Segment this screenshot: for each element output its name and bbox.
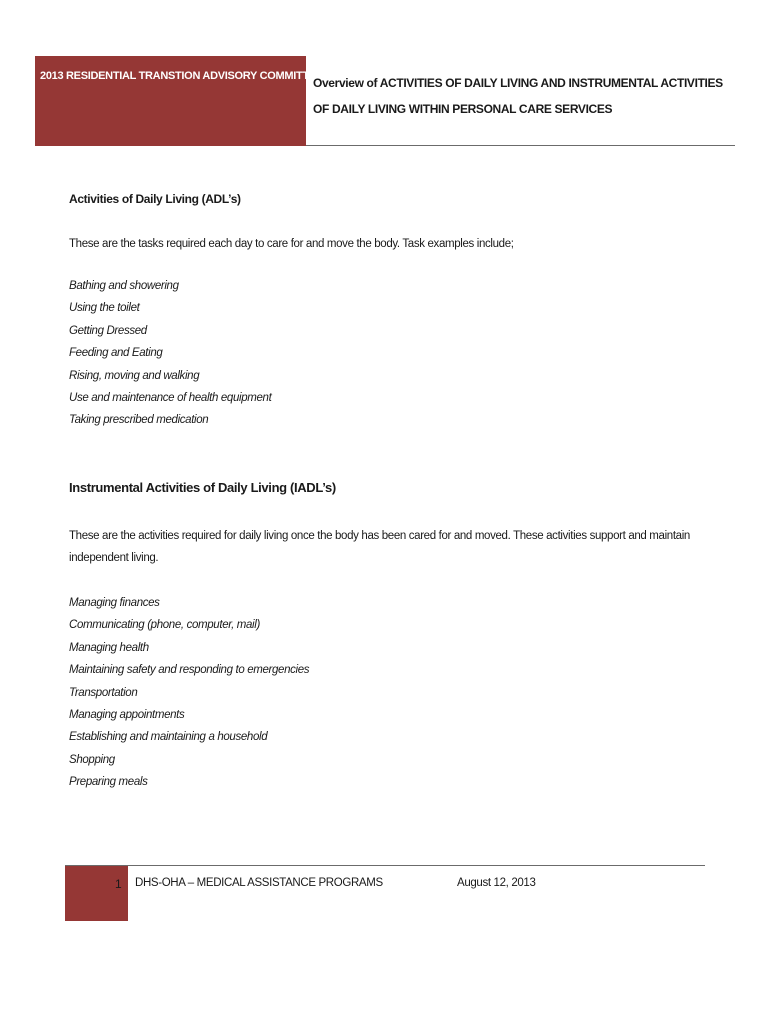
header-committee-banner xyxy=(35,56,323,146)
iadl-intro: These are the activities required for daily living once the body has been cared for and moved. These activities support and maintain independent living. xyxy=(69,530,690,564)
adl-heading: Activities of Daily Living (ADL’s) xyxy=(69,192,241,206)
footer-date: August 12, 2013 xyxy=(457,877,536,889)
footer-divider xyxy=(65,865,705,866)
list-item: Taking prescribed medication xyxy=(69,414,209,427)
header-divider xyxy=(306,145,735,146)
list-item: Managing finances xyxy=(69,597,160,609)
committee-name: 2013 RESIDENTIAL TRANSTION ADVISORY COMMITTEE xyxy=(40,70,323,82)
list-item: Maintaining safety and responding to emergencies xyxy=(69,664,310,677)
footer-organization: DHS-OHA – MEDICAL ASSISTANCE PROGRAMS xyxy=(135,877,383,889)
list-item: Preparing meals xyxy=(69,776,148,789)
page-number: 1 xyxy=(115,877,122,891)
list-item: Use and maintenance of health equipment xyxy=(69,392,272,405)
list-item: Feeding and Eating xyxy=(69,347,163,360)
iadl-list xyxy=(69,592,309,794)
list-item: Bathing and showering xyxy=(69,280,179,292)
list-item: Establishing and maintaining a household xyxy=(69,731,268,744)
list-item: Getting Dressed xyxy=(69,324,147,337)
list-item: Shopping xyxy=(69,753,115,766)
adl-intro: These are the tasks required each day to care for and move the body. Task examples include; xyxy=(69,238,514,250)
iadl-heading: Instrumental Activities of Daily Living (IADL’s) xyxy=(69,480,336,495)
footer-accent-block xyxy=(65,866,128,921)
list-item: Rising, moving and walking xyxy=(69,369,200,382)
list-item: Communicating (phone, computer, mail) xyxy=(69,619,260,632)
list-item: Using the toilet xyxy=(69,302,140,315)
list-item: Managing appointments xyxy=(69,709,185,722)
list-item: Managing health xyxy=(69,641,149,654)
list-item: Transportation xyxy=(69,686,138,699)
adl-list xyxy=(69,275,271,432)
document-title: Overview of ACTIVITIES OF DAILY LIVING AND INSTRUMENTAL ACTIVITIES OF DAILY LIVING WITHIN PERSONAL CARE SERVICES xyxy=(313,76,723,116)
